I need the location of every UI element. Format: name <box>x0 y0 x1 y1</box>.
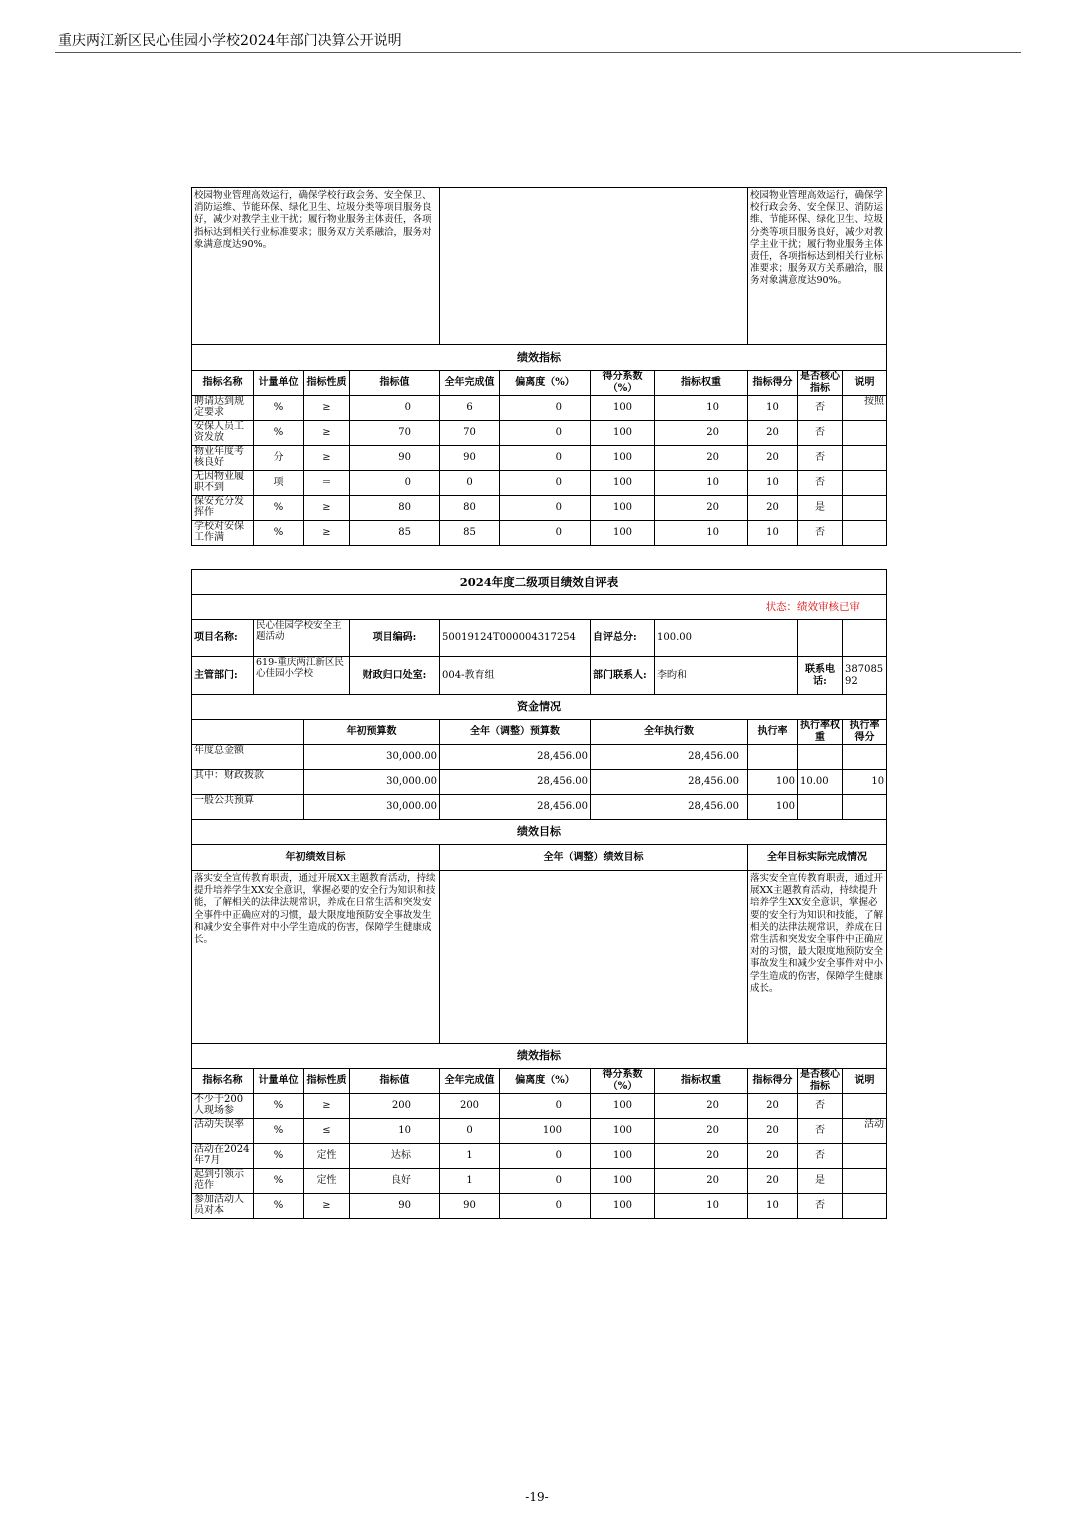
col-header: 偏离度（%） <box>500 371 591 396</box>
indicator-note: 按照 <box>843 396 887 421</box>
indicator-core: 否 <box>798 471 843 496</box>
project-code-label: 项目编码: <box>350 620 440 657</box>
indicator-value: 80 <box>350 496 440 521</box>
indicator-score: 20 <box>748 496 798 521</box>
contact-label: 部门联系人: <box>591 657 655 695</box>
table-row <box>192 396 887 421</box>
col-header: 计量单位 <box>254 1069 304 1094</box>
indicator-name: 学校对安保工作满 <box>192 521 254 546</box>
indicator-core: 否 <box>798 1119 843 1144</box>
indicator-value: 200 <box>350 1094 440 1119</box>
indicator-core: 否 <box>798 521 843 546</box>
indicator-value: 85 <box>350 521 440 546</box>
funds-initial: 30,000.00 <box>304 745 440 770</box>
dept-label: 主管部门: <box>192 657 254 695</box>
status-badge: 状态：绩效审核已审 <box>192 595 887 620</box>
table-row <box>192 1194 887 1219</box>
initial-goal-text: 落实安全宣传教育职责，通过开展XX主题教育活动，持续提升培养学生XX安全意识，掌握必要的安全行为知识和技能，了解相关的法律法规常识，养成在日常生活和突发安全事件中正确应对的习惯，最大限度地预防安全事故发生和减少安全事件对中小学生造成的伤害，保障学生健康成长。 <box>192 871 440 1044</box>
project-name-value: 民心佳园学校安全主题活动 <box>254 620 350 657</box>
indicator-coefficient: 100 <box>591 421 655 446</box>
indicator-note: 活动 <box>843 1119 887 1144</box>
dept-value: 619-重庆两江新区民心佳园小学校 <box>254 657 350 695</box>
funds-weight <box>798 795 843 820</box>
indicator-core: 否 <box>798 1194 843 1219</box>
indicator-coefficient: 100 <box>591 1169 655 1194</box>
indicator-done: 1 <box>440 1144 500 1169</box>
col-header: 指标性质 <box>304 371 350 396</box>
indicator-note <box>843 421 887 446</box>
adjusted-goal-text <box>440 188 748 345</box>
col-header: 指标名称 <box>192 1069 254 1094</box>
indicator-weight: 20 <box>655 496 748 521</box>
indicator-done: 6 <box>440 396 500 421</box>
goal-header: 全年目标实际完成情况 <box>748 845 887 871</box>
indicator-deviation: 0 <box>500 1144 591 1169</box>
col-header: 计量单位 <box>254 371 304 396</box>
indicator-value: 良好 <box>350 1169 440 1194</box>
funds-header: 执行率权重 <box>798 720 843 745</box>
goal-header: 全年（调整）绩效目标 <box>440 845 748 871</box>
funds-row <box>192 745 887 770</box>
indicator-deviation: 0 <box>500 421 591 446</box>
indicator-coefficient: 100 <box>591 496 655 521</box>
indicator-deviation: 0 <box>500 521 591 546</box>
indicator-done: 90 <box>440 446 500 471</box>
funds-initial: 30,000.00 <box>304 795 440 820</box>
indicator-coefficient: 100 <box>591 521 655 546</box>
indicator-note <box>843 471 887 496</box>
indicator-score: 20 <box>748 1094 798 1119</box>
indicator-nature: ≥ <box>304 446 350 471</box>
funds-header: 年初预算数 <box>304 720 440 745</box>
indicator-score: 10 <box>748 471 798 496</box>
indicator-coefficient: 100 <box>591 1144 655 1169</box>
indicator-score: 20 <box>748 1169 798 1194</box>
indicator-nature: ≥ <box>304 421 350 446</box>
col-header: 指标得分 <box>748 371 798 396</box>
header-divider <box>55 52 1021 53</box>
funds-weight <box>798 745 843 770</box>
indicator-coefficient: 100 <box>591 471 655 496</box>
initial-goal-text: 校园物业管理高效运行，确保学校行政会务、安全保卫、消防运维、节能环保、绿化卫生、垃圾分类等项目服务良好，减少对教学主业干扰；履行物业服务主体责任，各项指标达到相关行业标准要求；服务双方关系融洽，服务对象满意度达90%。 <box>192 188 440 345</box>
indicator-coefficient: 100 <box>591 446 655 471</box>
table-row <box>192 1094 887 1119</box>
indicator-weight: 10 <box>655 396 748 421</box>
table-row <box>192 421 887 446</box>
indicator-nature: ≥ <box>304 496 350 521</box>
col-header: 偏离度（%） <box>500 1069 591 1094</box>
indicator-value: 90 <box>350 1194 440 1219</box>
indicator-unit: % <box>254 421 304 446</box>
indicator-unit: % <box>254 396 304 421</box>
indicator-name: 活动在2024年7月 <box>192 1144 254 1169</box>
col-header: 得分系数（%） <box>591 371 655 396</box>
funds-row <box>192 795 887 820</box>
indicator-score: 10 <box>748 396 798 421</box>
safety-activity-evaluation-table <box>191 569 887 1219</box>
indicator-done: 90 <box>440 1194 500 1219</box>
indicator-note <box>843 496 887 521</box>
indicator-deviation: 0 <box>500 396 591 421</box>
property-performance-table <box>191 187 887 546</box>
project-code-value: 50019124T000004317254 <box>440 620 591 657</box>
funds-score: 10 <box>843 770 887 795</box>
col-header: 说明 <box>843 371 887 396</box>
indicator-score: 20 <box>748 1144 798 1169</box>
indicator-weight: 20 <box>655 446 748 471</box>
col-header: 指标名称 <box>192 371 254 396</box>
col-header: 指标权重 <box>655 371 748 396</box>
funds-rate: 100 <box>748 795 798 820</box>
col-header: 指标权重 <box>655 1069 748 1094</box>
indicator-name: 物业年度考核良好 <box>192 446 254 471</box>
indicator-value: 0 <box>350 396 440 421</box>
funds-adjusted: 28,456.00 <box>440 770 591 795</box>
col-header: 指标值 <box>350 1069 440 1094</box>
indicator-nature: ＝ <box>304 471 350 496</box>
funds-executed: 28,456.00 <box>591 745 748 770</box>
finance-value: 004-教育组 <box>440 657 591 695</box>
col-header: 是否核心指标 <box>798 1069 843 1094</box>
indicator-core: 是 <box>798 496 843 521</box>
indicator-note <box>843 1144 887 1169</box>
indicator-done: 70 <box>440 421 500 446</box>
funds-adjusted: 28,456.00 <box>440 795 591 820</box>
indicator-score: 20 <box>748 446 798 471</box>
indicator-name: 安保人员工资发放 <box>192 421 254 446</box>
adjusted-goal-text <box>440 871 748 1044</box>
indicator-name: 聘请达到规定要求 <box>192 396 254 421</box>
indicator-done: 200 <box>440 1094 500 1119</box>
col-header: 指标值 <box>350 371 440 396</box>
funds-score <box>843 795 887 820</box>
indicator-score: 10 <box>748 1194 798 1219</box>
indicator-weight: 20 <box>655 421 748 446</box>
col-header: 全年完成值 <box>440 371 500 396</box>
indicator-coefficient: 100 <box>591 396 655 421</box>
indicator-note <box>843 1094 887 1119</box>
indicator-unit: % <box>254 1169 304 1194</box>
indicator-coefficient: 100 <box>591 1119 655 1144</box>
indicator-header-row <box>192 371 887 396</box>
indicator-name: 活动失误率 <box>192 1119 254 1144</box>
indicator-core: 否 <box>798 1144 843 1169</box>
indicator-value: 90 <box>350 446 440 471</box>
col-header: 全年完成值 <box>440 1069 500 1094</box>
actual-goal-text: 校园物业管理高效运行，确保学校行政会务、安全保卫、消防运维、节能环保、绿化卫生、垃圾分类等项目服务良好，减少对教学主业干扰；履行物业服务主体责任，各项指标达到相关行业标准要求；服务双方关系融洽，服务对象满意度达90%。 <box>748 188 887 345</box>
total-score-label: 自评总分: <box>591 620 655 657</box>
indicator-weight: 10 <box>655 471 748 496</box>
project-name-label: 项目名称: <box>192 620 254 657</box>
indicator-deviation: 0 <box>500 446 591 471</box>
finance-label: 财政归口处室: <box>350 657 440 695</box>
indicator-weight: 10 <box>655 1194 748 1219</box>
phone-value: 38708592 <box>843 657 887 695</box>
contact-value: 李昀和 <box>655 657 798 695</box>
indicator-deviation: 100 <box>500 1119 591 1144</box>
funds-header: 执行率 <box>748 720 798 745</box>
col-header: 指标得分 <box>748 1069 798 1094</box>
indicator-weight: 20 <box>655 1144 748 1169</box>
indicator-name: 保安充分发挥作 <box>192 496 254 521</box>
actual-goal-text: 落实安全宣传教育职责，通过开展XX主题教育活动，持续提升培养学生XX安全意识，掌握必要的安全行为知识和技能，了解相关的法律法规常识，养成在日常生活和突发安全事件中正确应对的习惯，最大限度地预防安全事故发生和减少安全事件对中小学生造成的伤害，保障学生健康成长。 <box>748 871 887 1044</box>
indicator-done: 85 <box>440 521 500 546</box>
indicator-nature: ≥ <box>304 1094 350 1119</box>
page-header-title: 重庆两江新区民心佳园小学校2024年部门决算公开说明 <box>58 33 402 49</box>
table-row <box>192 521 887 546</box>
indicator-note <box>843 521 887 546</box>
funds-rate <box>748 745 798 770</box>
indicator-value: 70 <box>350 421 440 446</box>
indicator-coefficient: 100 <box>591 1094 655 1119</box>
funds-header: 全年（调整）预算数 <box>440 720 591 745</box>
page-number: -19- <box>525 1490 549 1504</box>
funds-header: 全年执行数 <box>591 720 748 745</box>
indicator-unit: % <box>254 1094 304 1119</box>
perf-indicators-title: 绩效指标 <box>192 345 887 371</box>
funds-rate: 100 <box>748 770 798 795</box>
funds-row-name: 年度总金额 <box>192 745 304 770</box>
col-header: 指标性质 <box>304 1069 350 1094</box>
total-score-value: 100.00 <box>655 620 798 657</box>
goal-header: 年初绩效目标 <box>192 845 440 871</box>
table-row <box>192 446 887 471</box>
indicator-value: 10 <box>350 1119 440 1144</box>
indicator-nature: ≥ <box>304 1194 350 1219</box>
indicator-done: 0 <box>440 471 500 496</box>
table-row <box>192 1119 887 1144</box>
funds-title: 资金情况 <box>192 695 887 720</box>
phone-label: 联系电话: <box>798 657 843 695</box>
indicator-name: 参加活动人员对本 <box>192 1194 254 1219</box>
funds-row-name: 一般公共预算 <box>192 795 304 820</box>
indicator-nature: ≥ <box>304 521 350 546</box>
indicator-name: 起到引领示范作 <box>192 1169 254 1194</box>
indicator-score: 20 <box>748 421 798 446</box>
table-row <box>192 496 887 521</box>
indicator-unit: 分 <box>254 446 304 471</box>
funds-initial: 30,000.00 <box>304 770 440 795</box>
col-header: 是否核心指标 <box>798 371 843 396</box>
indicator-unit: % <box>254 1144 304 1169</box>
funds-executed: 28,456.00 <box>591 795 748 820</box>
indicator-deviation: 0 <box>500 471 591 496</box>
funds-score <box>843 745 887 770</box>
indicator-core: 否 <box>798 421 843 446</box>
indicator-note <box>843 1169 887 1194</box>
col-header: 得分系数（%） <box>591 1069 655 1094</box>
funds-row-name: 其中：财政拨款 <box>192 770 304 795</box>
goal-title: 绩效目标 <box>192 820 887 845</box>
indicator-weight: 20 <box>655 1119 748 1144</box>
funds-header: 执行率得分 <box>843 720 887 745</box>
indicator-note <box>843 1194 887 1219</box>
table-row <box>192 1169 887 1194</box>
indicator-nature: ≥ <box>304 396 350 421</box>
indicator-nature: 定性 <box>304 1169 350 1194</box>
indicator-nature: ≤ <box>304 1119 350 1144</box>
indicator-header-row <box>192 1069 887 1094</box>
indicator-deviation: 0 <box>500 1169 591 1194</box>
funds-executed: 28,456.00 <box>591 770 748 795</box>
indicator-name: 不少于200人现场参 <box>192 1094 254 1119</box>
indicator-deviation: 0 <box>500 1194 591 1219</box>
col-header: 说明 <box>843 1069 887 1094</box>
indicator-unit: % <box>254 1194 304 1219</box>
indicator-done: 1 <box>440 1169 500 1194</box>
indicator-score: 10 <box>748 521 798 546</box>
indicator-score: 20 <box>748 1119 798 1144</box>
indicator-done: 80 <box>440 496 500 521</box>
table-row <box>192 1144 887 1169</box>
table-row <box>192 471 887 496</box>
indicator-unit: % <box>254 1119 304 1144</box>
indicator-unit: % <box>254 496 304 521</box>
indicator-done: 0 <box>440 1119 500 1144</box>
indicator-value: 0 <box>350 471 440 496</box>
indicator-nature: 定性 <box>304 1144 350 1169</box>
perf-indicators-title: 绩效指标 <box>192 1044 887 1069</box>
indicator-deviation: 0 <box>500 1094 591 1119</box>
indicator-coefficient: 100 <box>591 1194 655 1219</box>
indicator-core: 否 <box>798 1094 843 1119</box>
funds-weight: 10.00 <box>798 770 843 795</box>
indicator-deviation: 0 <box>500 496 591 521</box>
indicator-weight: 20 <box>655 1169 748 1194</box>
indicator-weight: 20 <box>655 1094 748 1119</box>
funds-row <box>192 770 887 795</box>
funds-adjusted: 28,456.00 <box>440 745 591 770</box>
evaluation-title: 2024年度二级项目绩效自评表 <box>192 570 887 595</box>
indicator-weight: 10 <box>655 521 748 546</box>
indicator-core: 否 <box>798 446 843 471</box>
indicator-core: 否 <box>798 396 843 421</box>
indicator-core: 是 <box>798 1169 843 1194</box>
indicator-value: 达标 <box>350 1144 440 1169</box>
indicator-note <box>843 446 887 471</box>
indicator-name: 无因物业履职不到 <box>192 471 254 496</box>
indicator-unit: % <box>254 521 304 546</box>
indicator-unit: 项 <box>254 471 304 496</box>
